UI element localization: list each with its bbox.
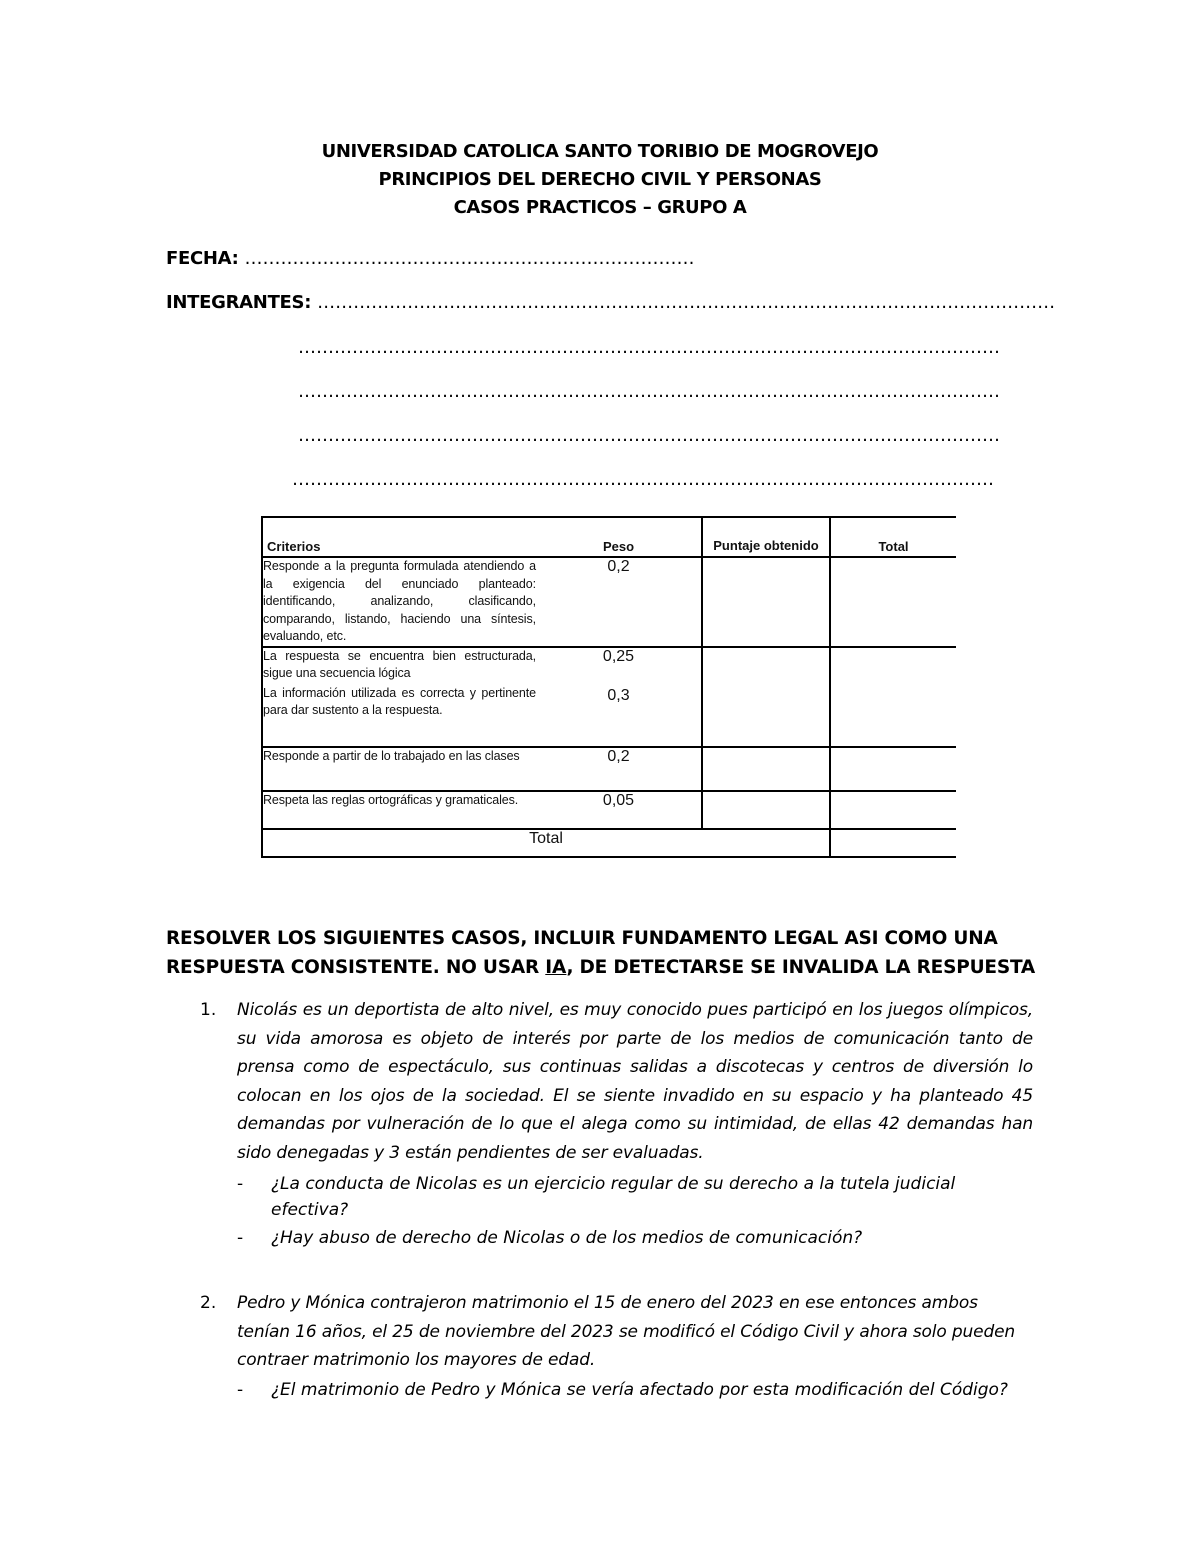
peso-cell: 0,2 — [536, 557, 702, 647]
bullet-dash: - — [237, 1228, 244, 1248]
criterio-cell: Respeta las reglas ortográficas y gramaticales. — [262, 791, 536, 829]
bullet-dash: - — [237, 1174, 244, 1194]
puntaje-cell — [702, 791, 830, 829]
peso-cell: 0,05 — [536, 791, 702, 829]
header-criterios: Criterios — [262, 517, 536, 557]
table-row — [262, 647, 956, 685]
puntaje-cell — [702, 747, 830, 791]
integrantes-dots: …………………………………………………………………………………………………………… — [317, 292, 1056, 313]
criterio-cell: La información utilizada es correcta y pertinente para dar sustento a la respuesta. — [262, 685, 536, 747]
question-text: ¿Hay abuso de derecho de Nicolas o de los medios de comunicación? — [271, 1228, 863, 1248]
course-title: PRINCIPIOS DEL DERECHO CIVIL Y PERSONAS — [378, 169, 822, 190]
criterio-cell: Responde a partir de lo trabajado en las clases — [262, 747, 536, 791]
puntaje-cell — [702, 557, 830, 647]
table-row — [262, 557, 956, 647]
instructions-text: RESOLVER LOS SIGUIENTES CASOS, INCLUIR FUNDAMENTO LEGAL ASI COMO UNA RESPUESTA CONSISTENTE. NO USAR — [166, 928, 998, 978]
criterio-cell: Responde a la pregunta formulada atendiendo a la exigencia del enunciado planteado: identificando, analizando, clasificando, comparando, listando, haciendo una síntesis, evaluando, etc. — [262, 557, 536, 647]
integrantes-field — [166, 292, 1055, 313]
total-row — [262, 829, 956, 857]
header-puntaje: Puntaje obtenido — [702, 517, 830, 557]
integrantes-label: INTEGRANTES: — [166, 292, 312, 313]
member-line: ……………………………………………………………………………………………………… — [298, 425, 1000, 446]
member-line: ……………………………………………………………………………………………………… — [298, 381, 1000, 402]
grand-total-cell — [830, 829, 956, 857]
case-text: Nicolás es un deportista de alto nivel, es muy conocido pues participó en los juegos olímpicos, su vida amorosa es objeto de interés por parte de los medios de comunicación tanto de prensa como de espectáculo, sus continuas salidas a discotecas y centros de diversión lo colocan en los ojos de la sociedad. El se siente invadido en su espacio y ha planteado 45 demandas por vulneración de lo que el alega como su intimidad, de ellas 42 demandas han sido denegadas y 3 están pendientes de ser evaluadas. — [237, 1000, 1033, 1163]
peso-cell: 0,3 — [536, 685, 702, 747]
total-cell — [830, 647, 956, 747]
total-cell — [830, 791, 956, 829]
fecha-dots: ………………………………………………………………… — [244, 248, 695, 269]
rubric-header-row — [262, 517, 956, 557]
criterio-cell: La respuesta se encuentra bien estructurada, sigue una secuencia lógica — [262, 647, 536, 685]
total-cell — [830, 557, 956, 647]
case-1 — [200, 996, 1033, 1251]
header-peso: Peso — [536, 517, 702, 557]
member-line: ……………………………………………………………………………………………………… — [298, 337, 1000, 358]
question-text: ¿El matrimonio de Pedro y Mónica se vería afectado por esta modificación del Código? — [271, 1379, 1008, 1400]
question-text: ¿La conducta de Nicolas es un ejercicio regular de su derecho a la tutela judicial efectiva? — [271, 1174, 956, 1220]
table-row — [262, 791, 956, 829]
fecha-field — [166, 248, 695, 269]
case-number: 2. — [200, 1293, 217, 1313]
table-row — [262, 747, 956, 791]
case-question — [237, 1225, 1033, 1251]
peso-cell: 0,25 — [602, 647, 635, 665]
instructions — [166, 924, 1038, 982]
fecha-label: FECHA: — [166, 248, 239, 269]
member-line: ……………………………………………………………………………………………………… — [292, 469, 994, 490]
total-label: Total — [262, 829, 830, 857]
instructions-text-end: , DE DETECTARSE SE INVALIDA LA RESPUESTA — [566, 957, 1036, 978]
total-cell — [830, 747, 956, 791]
case-2 — [200, 1289, 1033, 1403]
document-header — [0, 138, 1200, 222]
case-question — [237, 1377, 1033, 1403]
university-title: UNIVERSIDAD CATOLICA SANTO TORIBIO DE MOGROVEJO — [321, 141, 879, 162]
header-total: Total — [830, 517, 956, 557]
case-text: Pedro y Mónica contrajeron matrimonio el 15 de enero del 2023 en ese entonces ambos tenían 16 años, el 25 de noviembre del 2023 se modificó el Código Civil y ahora solo pueden contraer matrimonio los mayores de edad. — [237, 1293, 1016, 1370]
puntaje-cell — [702, 647, 830, 747]
case-number: 1. — [200, 1000, 217, 1020]
rubric-table — [261, 516, 956, 858]
instructions-ia: IA — [545, 957, 567, 978]
case-question — [237, 1171, 1033, 1223]
peso-cell: 0,2 — [536, 747, 702, 791]
bullet-dash: - — [237, 1379, 244, 1400]
group-subtitle: CASOS PRACTICOS – GRUPO A — [453, 197, 747, 218]
